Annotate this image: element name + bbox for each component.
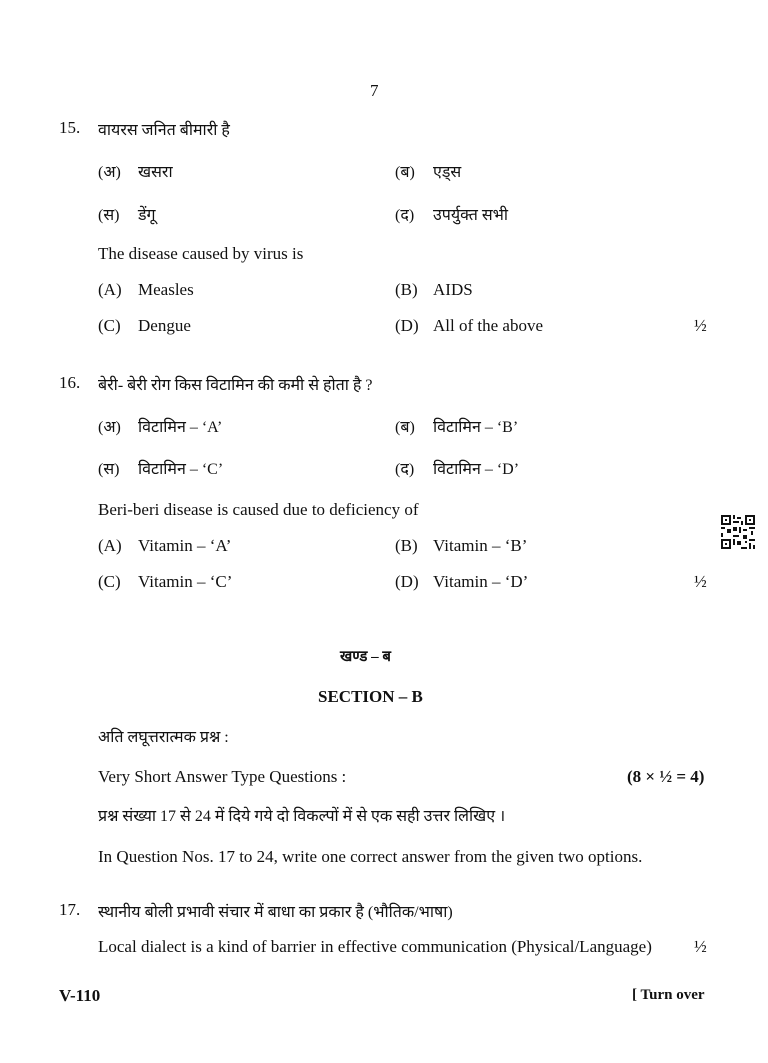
- section-hindi-title: खण्ड – ब: [340, 649, 391, 665]
- q15-number: 15.: [59, 118, 81, 137]
- q16-english-option-label: (A): [98, 536, 122, 555]
- q16-english-question: Beri-beri disease is caused due to deficiency of: [98, 500, 419, 519]
- q16-english-option-text: Vitamin – ‘A’: [138, 536, 232, 555]
- q17-marks: ½: [694, 937, 707, 956]
- q15-english-question: The disease caused by virus is: [98, 244, 304, 263]
- q16-hindi-option-text: विटामिन – ‘D’: [433, 461, 520, 478]
- q16-hindi-option-label: (अ): [98, 419, 121, 436]
- q15-english-option-label: (A): [98, 280, 122, 299]
- q16-marks: ½: [694, 572, 707, 591]
- section-english-instruction: In Question Nos. 17 to 24, write one correct answer from the given two options.: [98, 847, 643, 866]
- q15-marks: ½: [694, 316, 707, 335]
- q15-hindi-option-label: (द): [395, 207, 415, 224]
- q15-english-option-text: AIDS: [433, 280, 473, 299]
- q16-hindi-option-label: (स): [98, 461, 120, 478]
- footer-turn-over: [ Turn over: [632, 987, 705, 1003]
- q15-english-option-text: All of the above: [433, 316, 543, 335]
- section-hindi-subtitle: अति लघूत्तरात्मक प्रश्न :: [98, 729, 229, 746]
- q16-hindi-option-text: विटामिन – ‘A’: [138, 419, 223, 436]
- q16-english-option-label: (B): [395, 536, 418, 555]
- q16-hindi-option-label: (द): [395, 461, 415, 478]
- q16-hindi-option-label: (ब): [395, 419, 415, 436]
- q15-hindi-option-text: खसरा: [138, 164, 173, 181]
- q15-english-option-label: (C): [98, 316, 121, 335]
- q15-english-option-label: (D): [395, 316, 419, 335]
- q16-hindi-question: बेरी- बेरी रोग किस विटामिन की कमी से होता है ?: [98, 377, 373, 394]
- q15-hindi-option-text: एड्स: [433, 164, 462, 181]
- section-hindi-instruction: प्रश्न संख्या 17 से 24 में दिये गये दो विकल्पों में से एक सही उत्तर लिखिए ।: [98, 808, 506, 825]
- section-english-subtitle: Very Short Answer Type Questions :: [98, 767, 347, 786]
- q15-english-option-text: Measles: [138, 280, 194, 299]
- section-marks-formula: (8 × ½ = 4): [627, 767, 705, 786]
- q16-english-option-label: (C): [98, 572, 121, 591]
- page-number: 7: [370, 81, 379, 100]
- q17-number: 17.: [59, 900, 81, 919]
- q15-hindi-question: वायरस जनित बीमारी है: [98, 122, 230, 139]
- q15-english-option-text: Dengue: [138, 316, 191, 335]
- q16-english-option-text: Vitamin – ‘C’: [138, 572, 233, 591]
- q15-english-option-label: (B): [395, 280, 418, 299]
- q15-hindi-option-label: (अ): [98, 164, 121, 181]
- q16-english-option-label: (D): [395, 572, 419, 591]
- q15-hindi-option-label: (ब): [395, 164, 415, 181]
- q16-english-option-text: Vitamin – ‘D’: [433, 572, 529, 591]
- q15-hindi-option-text: डेंगू: [138, 207, 156, 224]
- footer-code: V-110: [59, 986, 101, 1005]
- q15-hindi-option-text: उपर्युक्त सभी: [433, 207, 509, 224]
- qr-code-icon: [720, 514, 756, 550]
- q16-number: 16.: [59, 373, 81, 392]
- q15-hindi-option-label: (स): [98, 207, 120, 224]
- section-english-title: SECTION – B: [318, 687, 423, 706]
- q16-hindi-option-text: विटामिन – ‘B’: [433, 419, 519, 436]
- q17-hindi-question: स्थानीय बोली प्रभावी संचार में बाधा का प्रकार है (भौतिक/भाषा): [98, 904, 453, 921]
- q16-english-option-text: Vitamin – ‘B’: [433, 536, 528, 555]
- q16-hindi-option-text: विटामिन – ‘C’: [138, 461, 224, 478]
- q17-english-question: Local dialect is a kind of barrier in effective communication (Physical/Language): [98, 937, 652, 956]
